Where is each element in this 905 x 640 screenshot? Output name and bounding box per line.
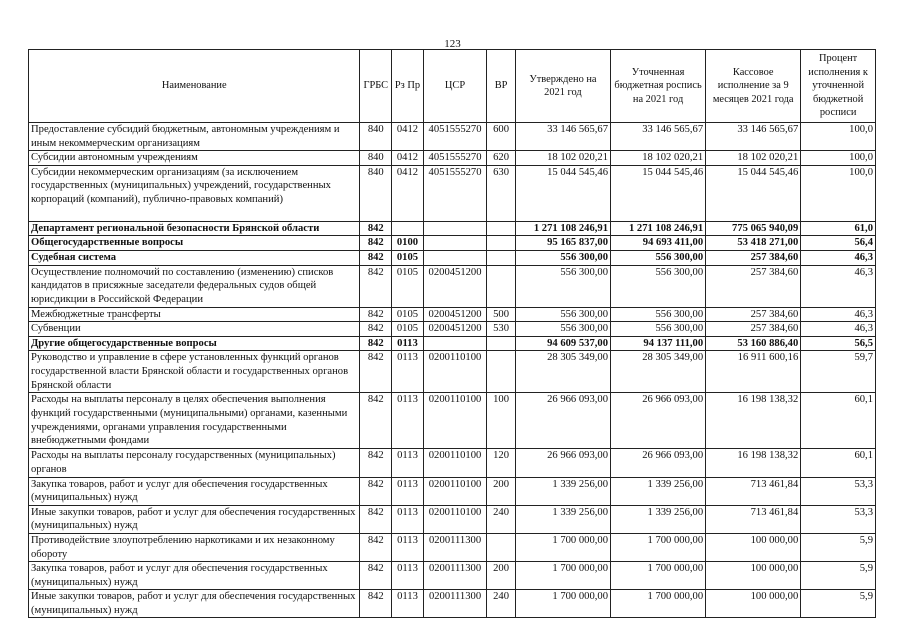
cell-vr: 620	[487, 151, 516, 166]
cell-csr	[423, 336, 486, 351]
cell-approved: 28 305 349,00	[515, 351, 610, 393]
table-row	[29, 221, 876, 236]
cell-name: Другие общегосударственные вопросы	[29, 336, 360, 351]
cell-name: Иные закупки товаров, работ и услуг для обеспечения государственных (муниципальных) нужд	[29, 505, 360, 533]
cell-grbs: 842	[360, 265, 392, 307]
table-row	[29, 250, 876, 265]
cell-csr	[423, 250, 486, 265]
cell-cash: 100 000,00	[706, 562, 801, 590]
cell-cash: 100 000,00	[706, 590, 801, 618]
cell-cash: 713 461,84	[706, 505, 801, 533]
cell-name: Осуществление полномочий по составлению (изменению) списков кандидатов в присяжные заседатели федеральных судов общей юрисдикции в Российской Федерации	[29, 265, 360, 307]
cell-rzpr: 0113	[392, 477, 424, 505]
cell-rzpr: 0113	[392, 505, 424, 533]
cell-cash: 713 461,84	[706, 477, 801, 505]
cell-rzpr: 0113	[392, 562, 424, 590]
cell-csr: 0200111300	[423, 590, 486, 618]
cell-rzpr: 0412	[392, 165, 424, 221]
cell-grbs: 842	[360, 221, 392, 236]
cell-grbs: 842	[360, 336, 392, 351]
cell-rzpr: 0113	[392, 533, 424, 561]
cell-cash: 257 384,60	[706, 265, 801, 307]
cell-csr: 4051555270	[423, 165, 486, 221]
cell-rzpr: 0100	[392, 236, 424, 251]
table-header-row	[29, 50, 876, 123]
table-row	[29, 307, 876, 322]
cell-vr: 240	[487, 505, 516, 533]
cell-vr: 200	[487, 562, 516, 590]
cell-approved: 1 339 256,00	[515, 477, 610, 505]
cell-name: Субвенции	[29, 322, 360, 337]
cell-refined: 26 966 093,00	[611, 449, 706, 477]
header-csr: ЦСР	[423, 50, 486, 123]
cell-vr: 600	[487, 123, 516, 151]
cell-grbs: 842	[360, 505, 392, 533]
cell-csr: 0200451200	[423, 307, 486, 322]
cell-vr: 530	[487, 322, 516, 337]
cell-name: Расходы на выплаты персоналу государственных (муниципальных) органов	[29, 449, 360, 477]
cell-refined: 556 300,00	[611, 307, 706, 322]
cell-approved: 95 165 837,00	[515, 236, 610, 251]
cell-vr	[487, 351, 516, 393]
table-row	[29, 533, 876, 561]
cell-vr	[487, 221, 516, 236]
cell-percent: 5,9	[801, 562, 876, 590]
page-number: 123	[444, 38, 461, 50]
cell-rzpr: 0113	[392, 590, 424, 618]
cell-grbs: 840	[360, 151, 392, 166]
cell-name: Судебная система	[29, 250, 360, 265]
budget-table	[28, 49, 876, 618]
cell-percent: 61,0	[801, 221, 876, 236]
table-row	[29, 165, 876, 221]
table-row	[29, 336, 876, 351]
cell-cash: 16 198 138,32	[706, 449, 801, 477]
cell-refined: 33 146 565,67	[611, 123, 706, 151]
cell-refined: 1 339 256,00	[611, 505, 706, 533]
cell-approved: 15 044 545,46	[515, 165, 610, 221]
cell-cash: 100 000,00	[706, 533, 801, 561]
table-row	[29, 322, 876, 337]
cell-csr: 0200451200	[423, 322, 486, 337]
cell-name: Руководство и управление в сфере установленных функций органов государственной власти Брянской области и государственных органов Брянской области	[29, 351, 360, 393]
cell-name: Субсидии автономным учреждениям	[29, 151, 360, 166]
cell-grbs: 842	[360, 562, 392, 590]
cell-approved: 33 146 565,67	[515, 123, 610, 151]
cell-approved: 1 339 256,00	[515, 505, 610, 533]
cell-refined: 94 137 111,00	[611, 336, 706, 351]
cell-csr: 0200110100	[423, 505, 486, 533]
header-cash: Кассовое исполнение за 9 месяцев 2021 года	[706, 50, 801, 123]
cell-approved: 1 700 000,00	[515, 562, 610, 590]
cell-percent: 5,9	[801, 590, 876, 618]
cell-refined: 1 700 000,00	[611, 562, 706, 590]
cell-cash: 257 384,60	[706, 307, 801, 322]
table-row	[29, 236, 876, 251]
cell-name: Закупка товаров, работ и услуг для обеспечения государственных (муниципальных) нужд	[29, 477, 360, 505]
cell-csr: 4051555270	[423, 151, 486, 166]
cell-grbs: 842	[360, 393, 392, 449]
cell-rzpr: 0105	[392, 265, 424, 307]
cell-rzpr: 0412	[392, 151, 424, 166]
cell-name: Департамент региональной безопасности Брянской области	[29, 221, 360, 236]
cell-vr: 120	[487, 449, 516, 477]
cell-approved: 94 609 537,00	[515, 336, 610, 351]
cell-cash: 16 911 600,16	[706, 351, 801, 393]
cell-csr	[423, 236, 486, 251]
cell-grbs: 842	[360, 236, 392, 251]
cell-grbs: 840	[360, 165, 392, 221]
cell-rzpr: 0113	[392, 393, 424, 449]
cell-name: Межбюджетные трансферты	[29, 307, 360, 322]
header-vr: ВР	[487, 50, 516, 123]
cell-percent: 100,0	[801, 151, 876, 166]
cell-refined: 1 271 108 246,91	[611, 221, 706, 236]
cell-percent: 46,3	[801, 250, 876, 265]
cell-rzpr: 0113	[392, 336, 424, 351]
table-body	[29, 123, 876, 618]
cell-percent: 100,0	[801, 123, 876, 151]
cell-csr: 0200451200	[423, 265, 486, 307]
cell-percent: 100,0	[801, 165, 876, 221]
cell-percent: 53,3	[801, 477, 876, 505]
cell-percent: 60,1	[801, 449, 876, 477]
cell-csr: 0200111300	[423, 562, 486, 590]
cell-csr: 0200110100	[423, 393, 486, 449]
cell-percent: 5,9	[801, 533, 876, 561]
cell-vr: 240	[487, 590, 516, 618]
cell-name: Закупка товаров, работ и услуг для обеспечения государственных (муниципальных) нужд	[29, 562, 360, 590]
cell-grbs: 842	[360, 351, 392, 393]
cell-approved: 556 300,00	[515, 265, 610, 307]
table-row	[29, 590, 876, 618]
cell-refined: 1 700 000,00	[611, 590, 706, 618]
cell-grbs: 842	[360, 477, 392, 505]
cell-csr: 0200110100	[423, 351, 486, 393]
table-row	[29, 265, 876, 307]
cell-percent: 56,5	[801, 336, 876, 351]
cell-refined: 556 300,00	[611, 322, 706, 337]
cell-refined: 1 339 256,00	[611, 477, 706, 505]
table-row	[29, 123, 876, 151]
cell-name: Противодействие злоупотреблению наркотиками и их незаконному обороту	[29, 533, 360, 561]
cell-vr	[487, 236, 516, 251]
cell-refined: 15 044 545,46	[611, 165, 706, 221]
cell-name: Расходы на выплаты персоналу в целях обеспечения выполнения функций государственными (муниципальными) органами, казенными учреждениями, органами управления государственными внебюджетными фондами	[29, 393, 360, 449]
cell-grbs: 842	[360, 250, 392, 265]
cell-vr: 100	[487, 393, 516, 449]
cell-csr: 0200111300	[423, 533, 486, 561]
cell-approved: 1 271 108 246,91	[515, 221, 610, 236]
table-row	[29, 393, 876, 449]
cell-vr	[487, 533, 516, 561]
cell-cash: 257 384,60	[706, 322, 801, 337]
cell-refined: 556 300,00	[611, 265, 706, 307]
table-row	[29, 562, 876, 590]
cell-grbs: 842	[360, 590, 392, 618]
cell-csr	[423, 221, 486, 236]
cell-csr: 4051555270	[423, 123, 486, 151]
cell-vr	[487, 336, 516, 351]
cell-vr	[487, 265, 516, 307]
cell-cash: 16 198 138,32	[706, 393, 801, 449]
cell-refined: 1 700 000,00	[611, 533, 706, 561]
cell-approved: 1 700 000,00	[515, 590, 610, 618]
header-grbs: ГРБС	[360, 50, 392, 123]
table-row	[29, 449, 876, 477]
cell-name: Предоставление субсидий бюджетным, автономным учреждениям и иным некоммерческим организациям	[29, 123, 360, 151]
cell-vr	[487, 250, 516, 265]
table-row	[29, 351, 876, 393]
cell-approved: 556 300,00	[515, 250, 610, 265]
table-row	[29, 151, 876, 166]
cell-grbs: 842	[360, 307, 392, 322]
cell-csr: 0200110100	[423, 477, 486, 505]
cell-name: Общегосударственные вопросы	[29, 236, 360, 251]
cell-grbs: 842	[360, 322, 392, 337]
cell-cash: 53 418 271,00	[706, 236, 801, 251]
cell-refined: 18 102 020,21	[611, 151, 706, 166]
cell-approved: 556 300,00	[515, 307, 610, 322]
cell-percent: 56,4	[801, 236, 876, 251]
cell-name: Субсидии некоммерческим организациям (за исключением государственных (муниципальных) учреждений, государственных корпораций (компаний), публично-правовых компаний)	[29, 165, 360, 221]
cell-rzpr: 0105	[392, 250, 424, 265]
header-name: Наименование	[29, 50, 360, 123]
cell-rzpr: 0113	[392, 449, 424, 477]
header-percent: Процент исполнения к уточненной бюджетной росписи	[801, 50, 876, 123]
cell-rzpr: 0113	[392, 351, 424, 393]
cell-cash: 18 102 020,21	[706, 151, 801, 166]
cell-percent: 59,7	[801, 351, 876, 393]
cell-cash: 257 384,60	[706, 250, 801, 265]
cell-percent: 46,3	[801, 265, 876, 307]
cell-refined: 94 693 411,00	[611, 236, 706, 251]
cell-percent: 53,3	[801, 505, 876, 533]
cell-vr: 630	[487, 165, 516, 221]
cell-cash: 33 146 565,67	[706, 123, 801, 151]
cell-cash: 15 044 545,46	[706, 165, 801, 221]
cell-rzpr: 0105	[392, 307, 424, 322]
cell-cash: 53 160 886,40	[706, 336, 801, 351]
cell-rzpr	[392, 221, 424, 236]
cell-vr: 500	[487, 307, 516, 322]
cell-approved: 556 300,00	[515, 322, 610, 337]
cell-cash: 775 065 940,09	[706, 221, 801, 236]
cell-approved: 18 102 020,21	[515, 151, 610, 166]
cell-csr: 0200110100	[423, 449, 486, 477]
cell-refined: 26 966 093,00	[611, 393, 706, 449]
cell-rzpr: 0105	[392, 322, 424, 337]
cell-rzpr: 0412	[392, 123, 424, 151]
table-row	[29, 505, 876, 533]
cell-refined: 556 300,00	[611, 250, 706, 265]
header-approved: Утверждено на 2021 год	[515, 50, 610, 123]
table-row	[29, 477, 876, 505]
cell-approved: 1 700 000,00	[515, 533, 610, 561]
cell-percent: 60,1	[801, 393, 876, 449]
header-rzpr: Рз Пр	[392, 50, 424, 123]
cell-name: Иные закупки товаров, работ и услуг для обеспечения государственных (муниципальных) нужд	[29, 590, 360, 618]
cell-approved: 26 966 093,00	[515, 393, 610, 449]
cell-approved: 26 966 093,00	[515, 449, 610, 477]
header-refined: Уточненная бюджетная роспись на 2021 год	[611, 50, 706, 123]
cell-percent: 46,3	[801, 307, 876, 322]
cell-grbs: 840	[360, 123, 392, 151]
cell-grbs: 842	[360, 533, 392, 561]
cell-percent: 46,3	[801, 322, 876, 337]
cell-grbs: 842	[360, 449, 392, 477]
cell-refined: 28 305 349,00	[611, 351, 706, 393]
cell-vr: 200	[487, 477, 516, 505]
